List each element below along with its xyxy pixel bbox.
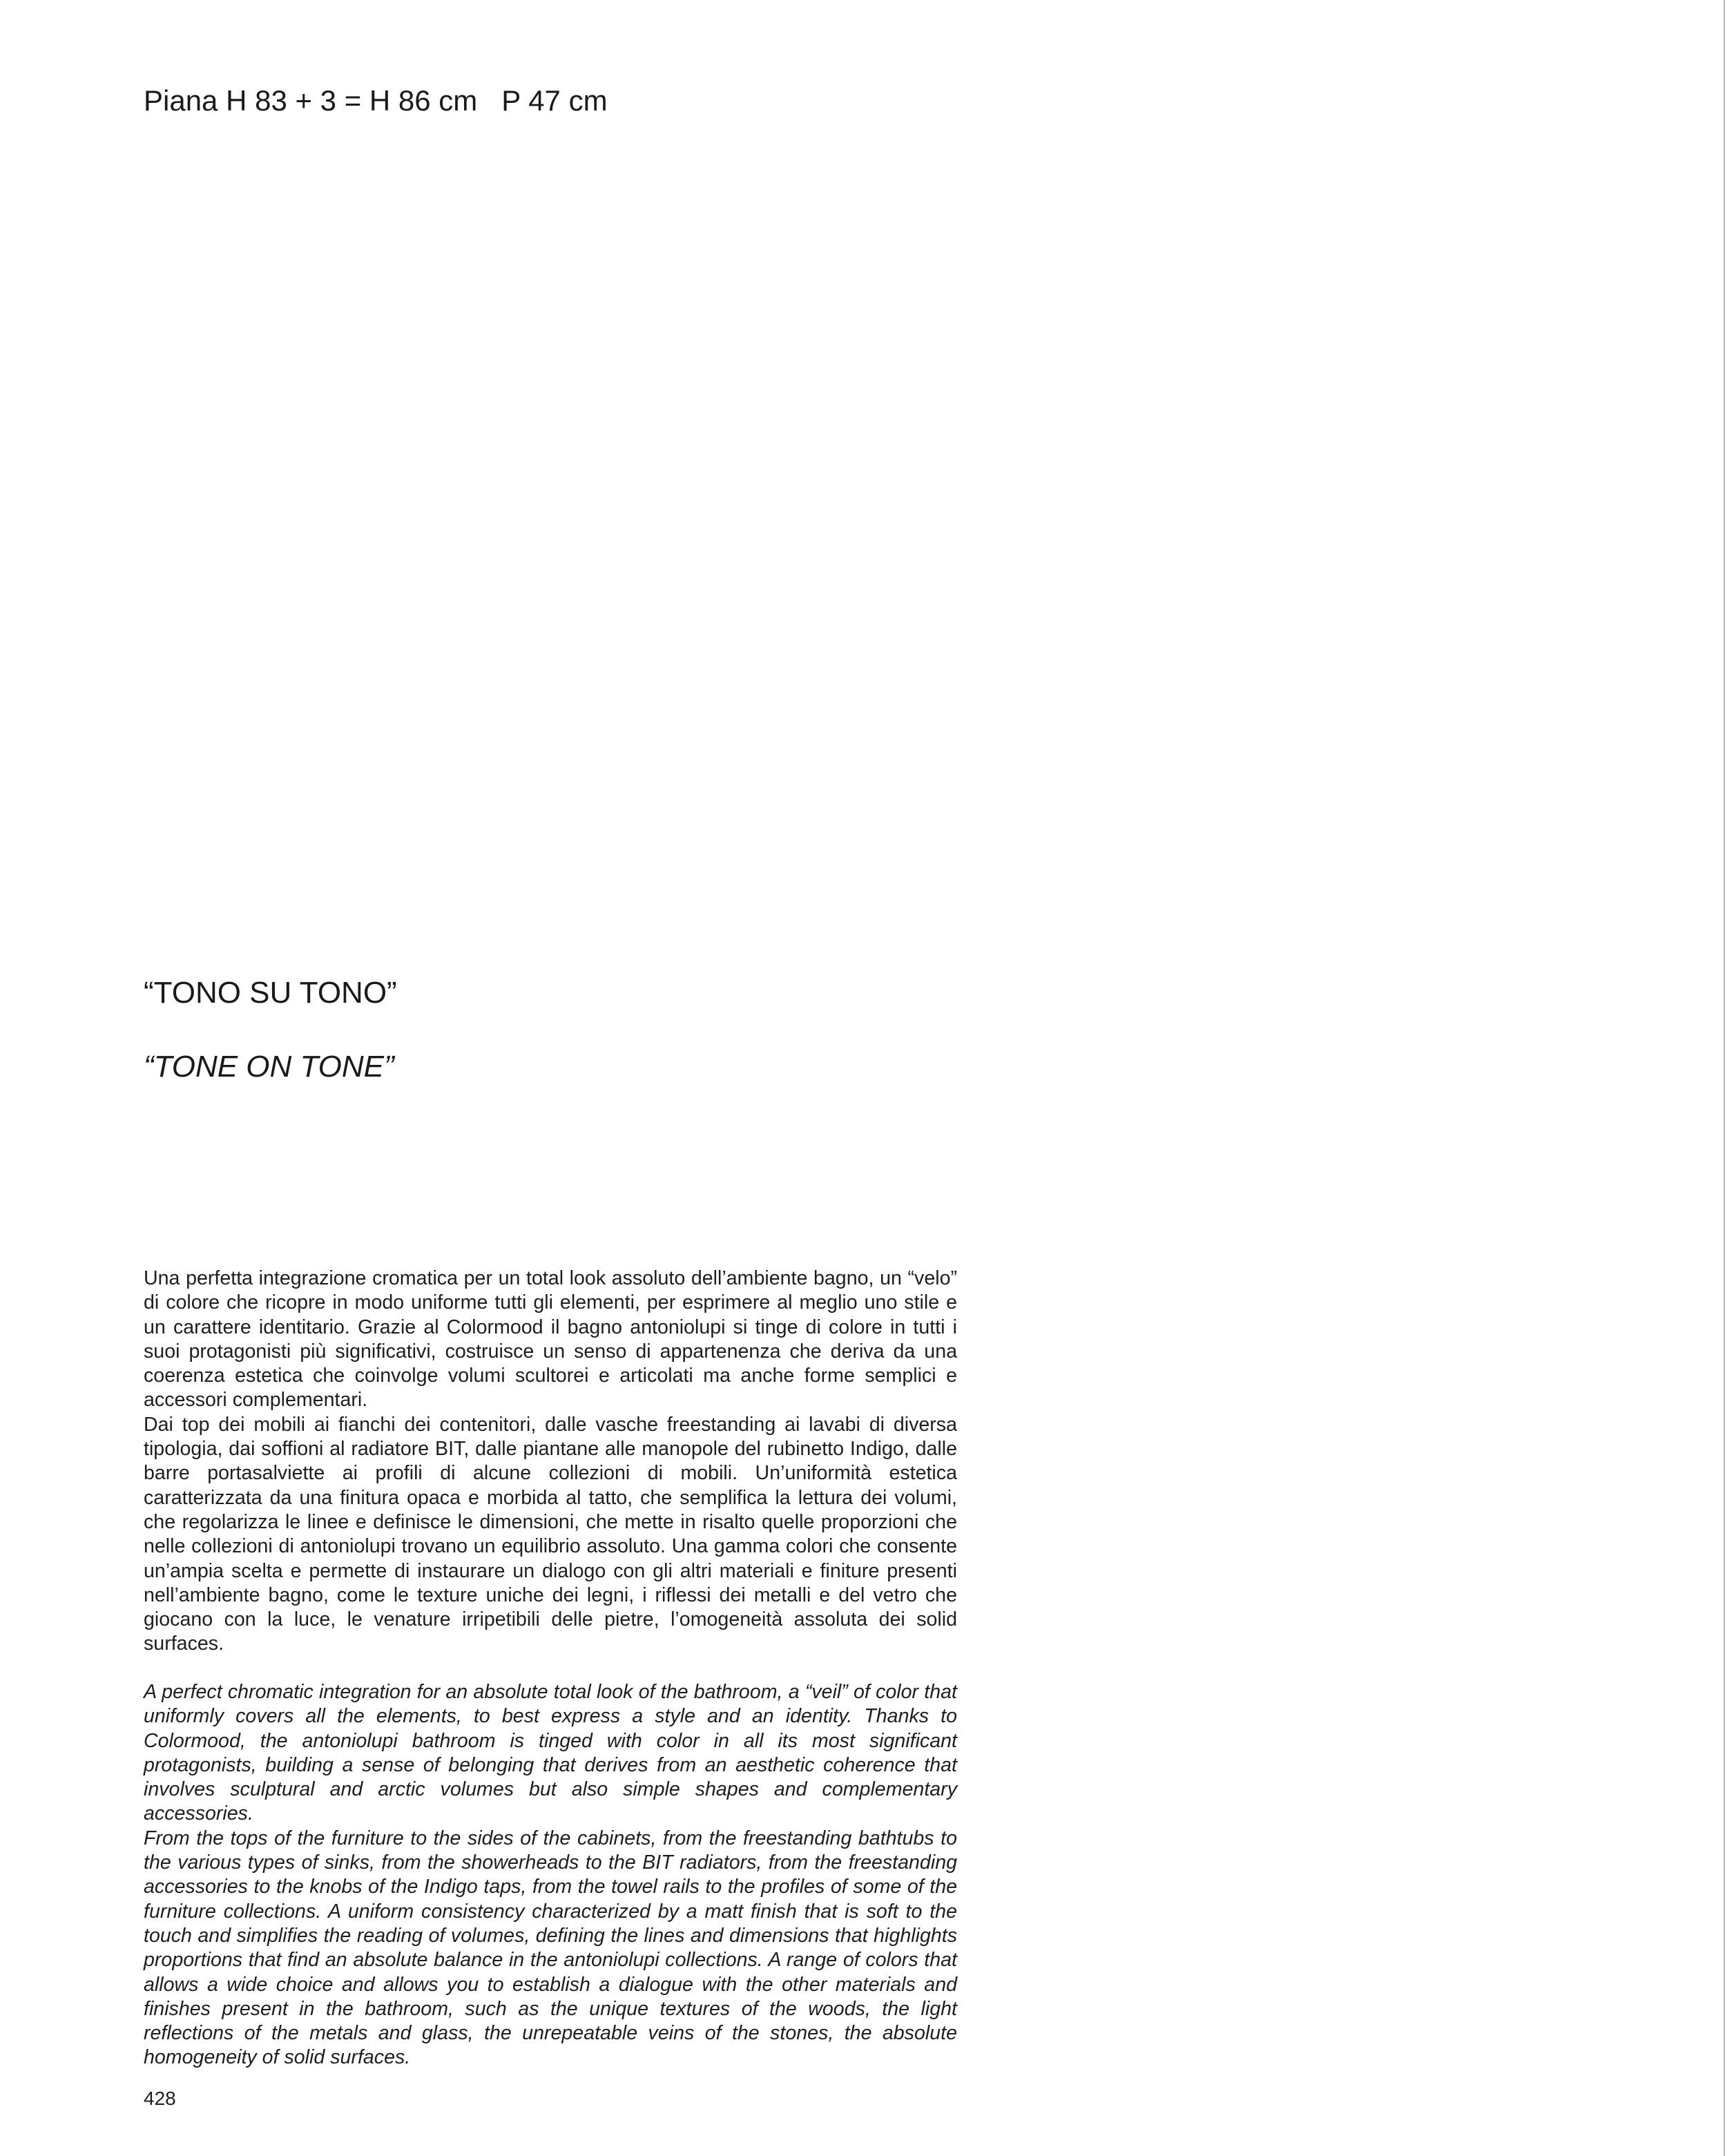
italian-paragraph-1: Una perfetta integrazione cromatica per un total look assoluto dell’ambiente bagno, un “velo” di colore che ricopre in modo uniforme tutti gli elementi, per esprimere al meglio uno stile e un carattere identitario. Grazie al Colormood il bagno antoniolupi si tinge di colore in tutti i suoi protagonisti più significativi, costruisce un senso di appartenenza che deriva da una coerenza estetica che coinvolge volumi scultorei e articolati ma anche forme semplici e accessori complementari. [144,1267,957,1412]
section-title-english: “TONE ON TONE” [144,1050,394,1084]
section-title-italian: “TONO SU TONO” [144,976,397,1010]
italian-description [144,1267,957,1657]
page-number: 428 [144,2088,176,2109]
italian-paragraph-2: Dai top dei mobili ai fianchi dei contenitori, dalle vasche freestanding ai lavabi di diversa tipologia, dai soffioni al radiatore BIT, dalle piantane alle manopole del rubinetto Indigo, dalle barre portasalviette ai profili di alcune collezioni di mobili. Un’uniformità estetica caratterizzata da una finitura opaca e morbida al tatto, che semplifica la lettura dei volumi, che regolarizza le linee e definisce le dimensioni, che mette in risalto quelle proporzioni che nelle collezioni di antoniolupi trovano un equilibrio assoluto. Una gamma colori che consente un’ampia scelta e permette di instaurare un dialogo con gli altri materiali e finiture presenti nell’ambiente bagno, come le texture uniche dei legni, i riflessi dei metalli e del vetro che giocano con la luce, le venature irripetibili delle pietre, l’omogeneità assoluta dei solid surfaces. [144,1413,957,1655]
english-paragraph-2: From the tops of the furniture to the sides of the cabinets, from the freestanding bathtubs to the various types of sinks, from the showerheads to the BIT radiators, from the freestanding accessories to the knobs of the Indigo taps, from the towel rails to the profiles of some of the furniture collections. A uniform consistency characterized by a matt finish that is soft to the touch and simplifies the reading of volumes, defining the lines and dimensions that highlights proportions that find an absolute balance in the antoniolupi collections. A range of colors that allows a wide choice and allows you to establish a dialogue with the other materials and finishes present in the bathroom, such as the unique textures of the woods, the light reflections of the metals and glass, the unrepeatable veins of the stones, the absolute homogeneity of solid surfaces. [144,1827,957,2069]
dimensions-spec: Piana H 83 + 3 = H 86 cm P 47 cm [144,84,608,117]
english-paragraph-1: A perfect chromatic integration for an absolute total look of the bathroom, a “veil” of color that uniformly covers all the elements, to best express a style and an identity. Thanks to Colormood, the antoniolupi bathroom is tinged with color in all its most significant protagonists, building a sense of belonging that derives from an aesthetic coherence that involves sculptural and arctic volumes but also simple shapes and complementary accessories. [144,1681,957,1825]
english-description [144,1680,957,2070]
